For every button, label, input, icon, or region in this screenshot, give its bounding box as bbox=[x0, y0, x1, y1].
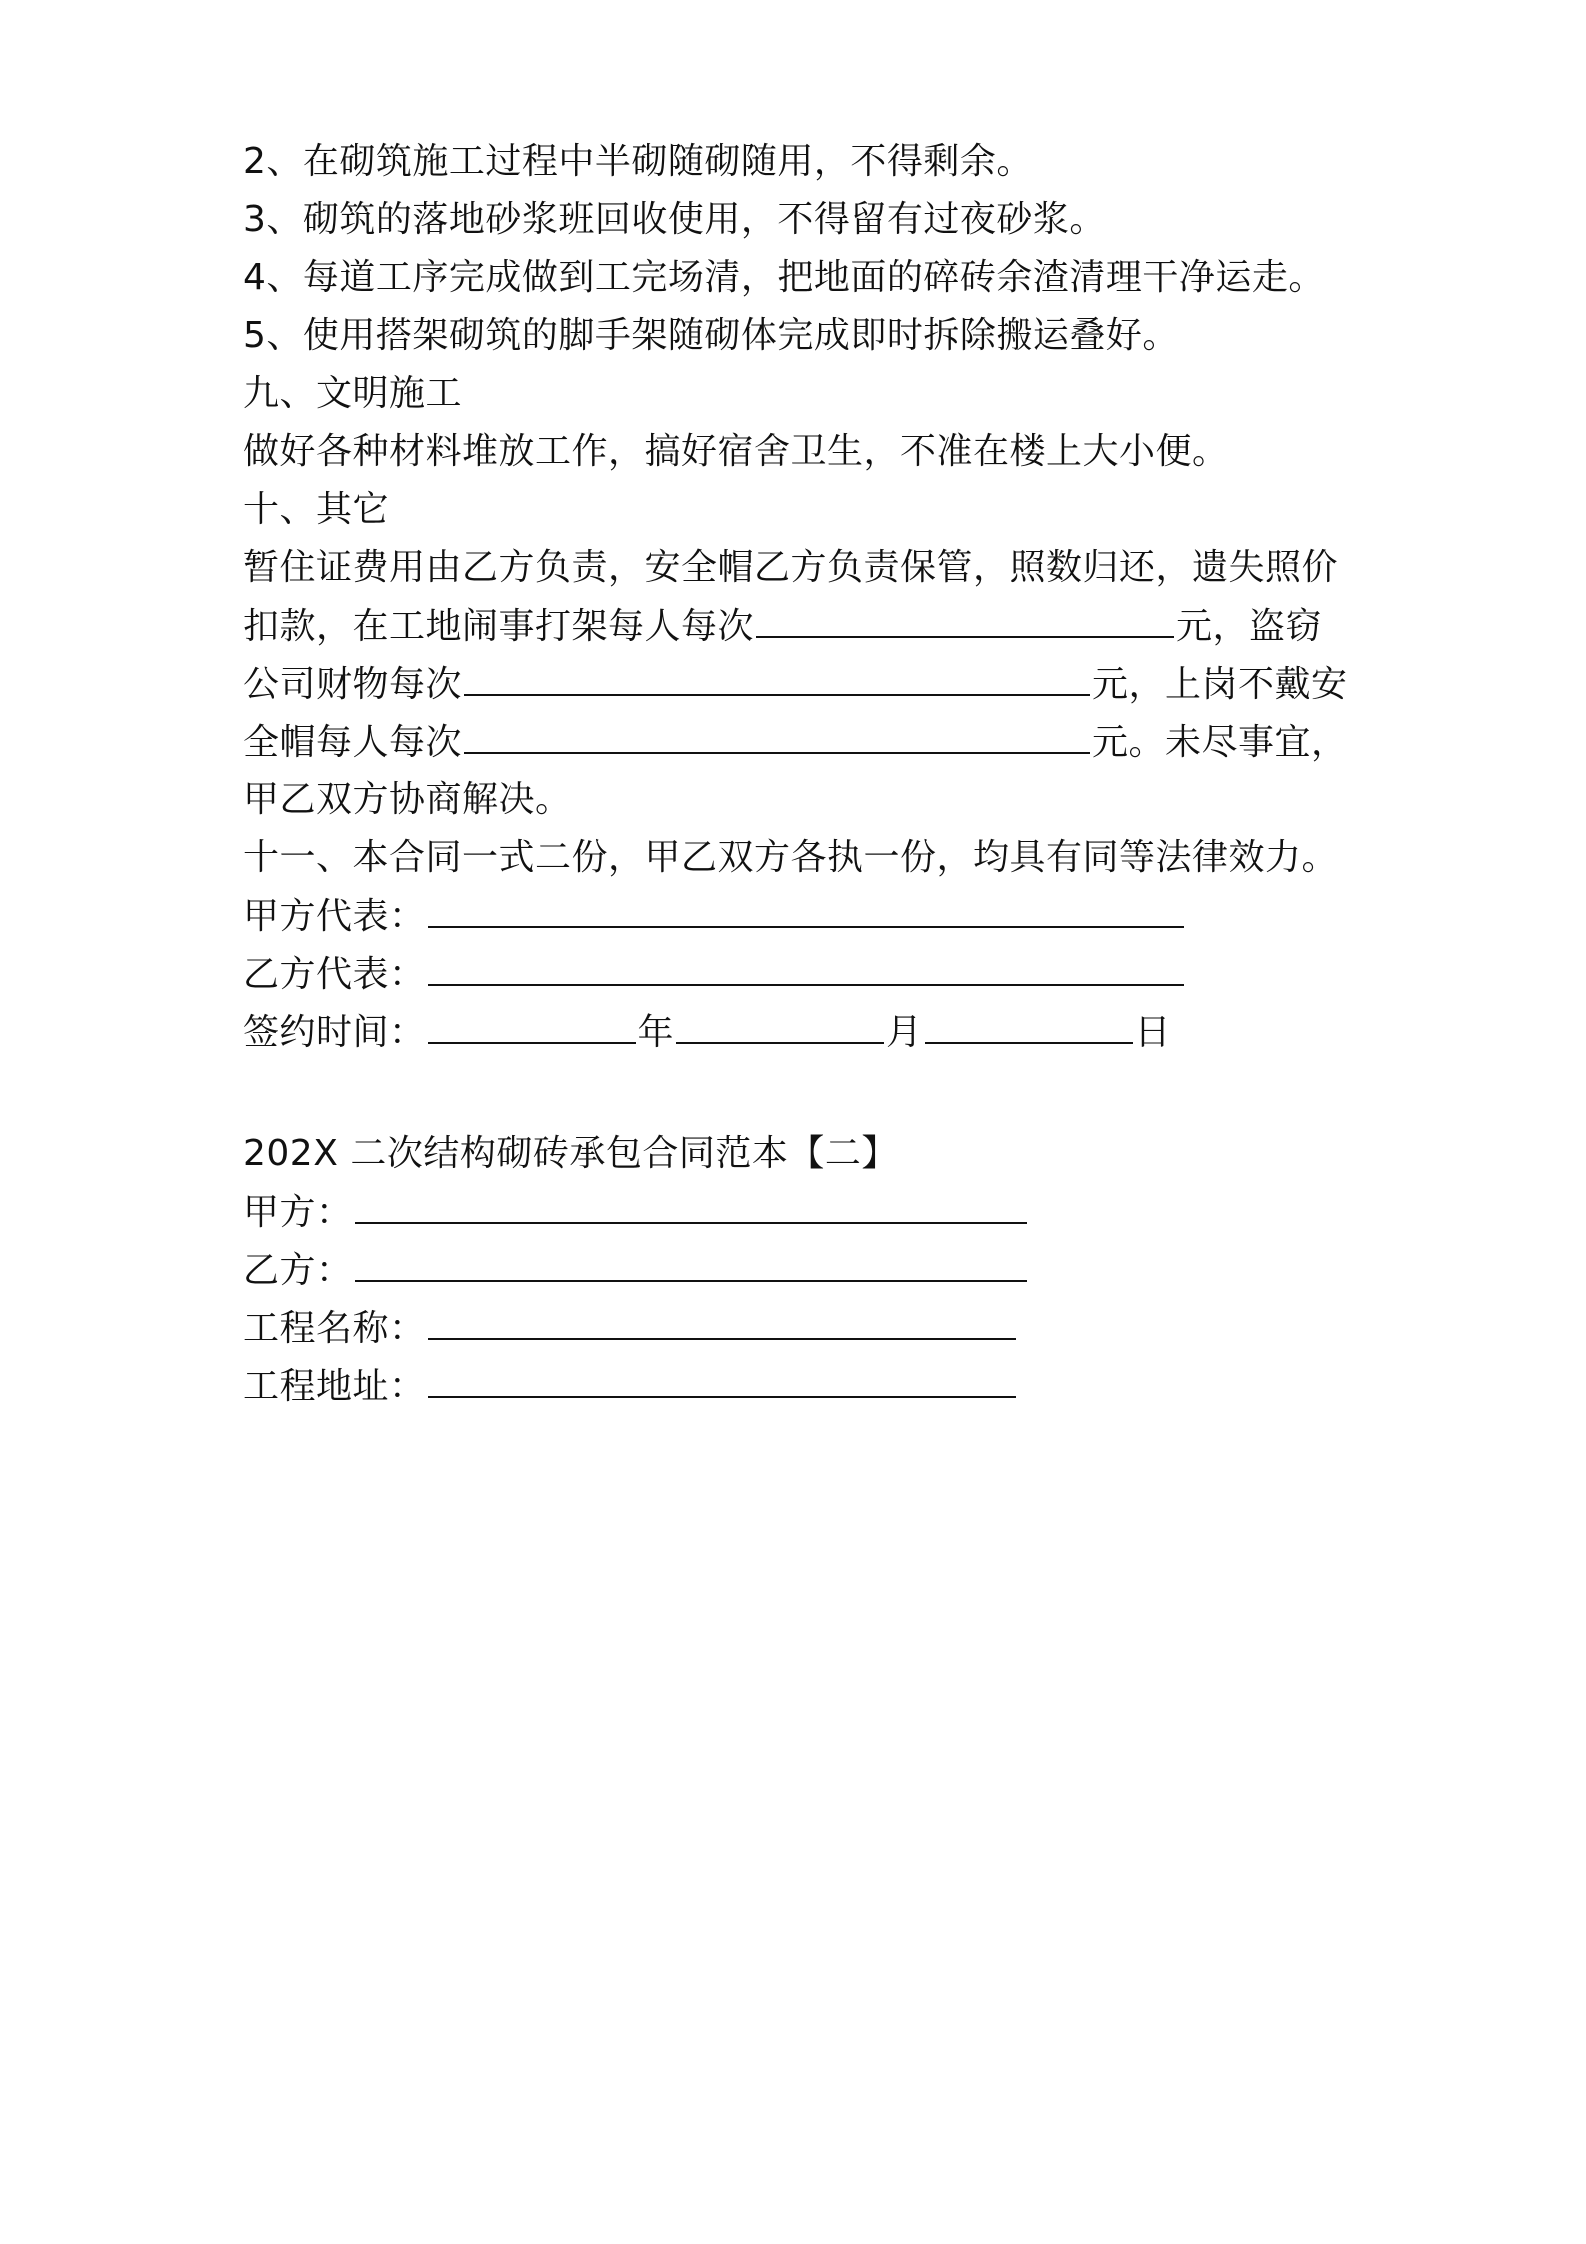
paragraph-text: 十一、本合同一式二份，甲乙双方各执一份，均具有同等法律效力。 bbox=[243, 837, 1339, 878]
party-a-representative-field[interactable] bbox=[428, 892, 1184, 928]
heading-text: 十、其它 bbox=[243, 489, 390, 530]
section-10-line-4 bbox=[243, 718, 1348, 766]
paragraph-text: 元，上岗不戴安 bbox=[1092, 664, 1348, 705]
heading-text: 九、文明施工 bbox=[243, 373, 463, 414]
project-name-field[interactable] bbox=[428, 1304, 1016, 1340]
fine-amount-blank-fight[interactable] bbox=[756, 602, 1174, 638]
project-address-field[interactable] bbox=[428, 1362, 1016, 1398]
sign-day-field[interactable] bbox=[925, 1008, 1133, 1044]
field-label: 乙方代表： bbox=[243, 954, 426, 995]
year-label: 年 bbox=[637, 1012, 675, 1053]
clause-text: 2、在砌筑施工过程中半砌随砌随用，不得剩余。 bbox=[243, 141, 1033, 182]
clause-item-4 bbox=[243, 254, 1325, 302]
section-10-heading bbox=[243, 486, 389, 534]
section-10-line-2 bbox=[243, 602, 1322, 650]
sign-month-field[interactable] bbox=[676, 1008, 884, 1044]
paragraph-text: 暂住证费用由乙方负责，安全帽乙方负责保管，照数归还，遗失照价 bbox=[243, 547, 1339, 588]
clause-item-3 bbox=[243, 196, 1106, 244]
contract-2-party-b-row bbox=[243, 1246, 1029, 1294]
project-address-row bbox=[243, 1362, 1018, 1410]
section-9-heading bbox=[243, 370, 462, 418]
field-label: 工程名称： bbox=[243, 1308, 426, 1349]
field-label: 签约时间： bbox=[243, 1012, 426, 1053]
section-10-line-3 bbox=[243, 660, 1348, 708]
day-label: 日 bbox=[1134, 1012, 1172, 1053]
field-label: 乙方： bbox=[243, 1250, 353, 1291]
clause-item-5 bbox=[243, 312, 1179, 360]
fine-amount-blank-helmet[interactable] bbox=[464, 718, 1090, 754]
section-9-body bbox=[243, 428, 1229, 476]
contract-2-party-a-row bbox=[243, 1188, 1029, 1236]
contract-2-party-a-field[interactable] bbox=[355, 1188, 1027, 1224]
project-name-row bbox=[243, 1304, 1018, 1352]
contract-2-party-b-field[interactable] bbox=[355, 1246, 1027, 1282]
section-10-line-5 bbox=[243, 776, 572, 824]
month-label: 月 bbox=[886, 1012, 923, 1053]
clause-text: 5、使用搭架砌筑的脚手架随砌体完成即时拆除搬运叠好。 bbox=[243, 315, 1179, 356]
paragraph-text: 元，盗窃 bbox=[1176, 606, 1323, 647]
field-label: 工程地址： bbox=[243, 1366, 426, 1407]
party-b-representative-row bbox=[243, 950, 1186, 998]
sign-year-field[interactable] bbox=[428, 1008, 636, 1044]
fine-amount-blank-theft[interactable] bbox=[464, 660, 1090, 696]
party-a-representative-row bbox=[243, 892, 1186, 940]
paragraph-text: 扣款，在工地闹事打架每人每次 bbox=[243, 606, 755, 647]
paragraph-text: 元。未尽事宜， bbox=[1092, 722, 1348, 763]
section-10-line-1 bbox=[243, 544, 1338, 592]
paragraph-text: 全帽每人每次 bbox=[243, 722, 463, 763]
section-11 bbox=[243, 834, 1338, 882]
paragraph-text: 甲乙双方协商解决。 bbox=[243, 779, 572, 820]
title-text: 202X 二次结构砌砖承包合同范本【二】 bbox=[243, 1133, 898, 1174]
clause-text: 3、砌筑的落地砂浆班回收使用，不得留有过夜砂浆。 bbox=[243, 199, 1106, 240]
sign-date-row bbox=[243, 1008, 1171, 1056]
field-label: 甲方： bbox=[243, 1192, 353, 1233]
clause-item-2 bbox=[243, 138, 1033, 186]
contract-2-title bbox=[243, 1130, 898, 1178]
party-b-representative-field[interactable] bbox=[428, 950, 1184, 986]
paragraph-text: 公司财物每次 bbox=[243, 664, 463, 705]
paragraph-text: 做好各种材料堆放工作，搞好宿舍卫生，不准在楼上大小便。 bbox=[243, 431, 1229, 472]
clause-text: 4、每道工序完成做到工完场清，把地面的碎砖余渣清理干净运走。 bbox=[243, 257, 1325, 298]
field-label: 甲方代表： bbox=[243, 896, 426, 937]
